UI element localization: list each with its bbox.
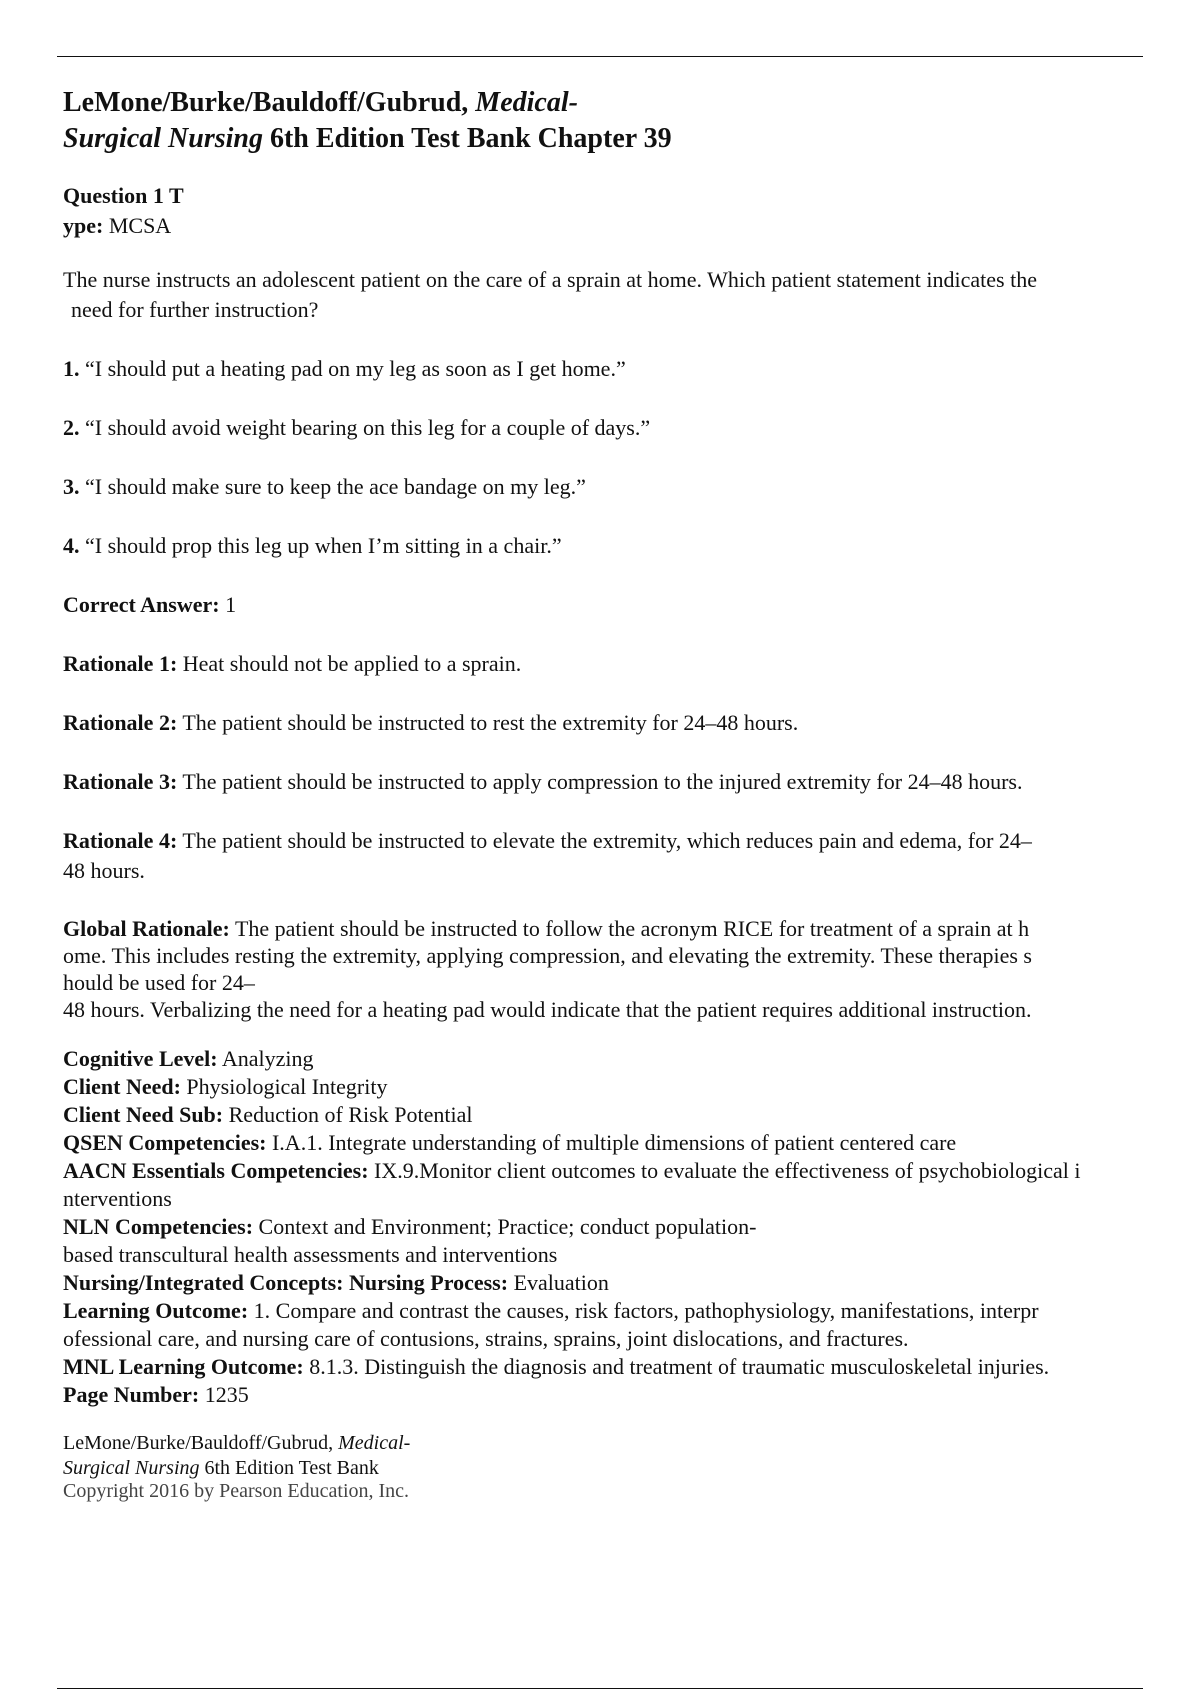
global-rationale: Global Rationale: The patient should be instructed to follow the acronym RICE for treatment of a sprain at h ome. This includes resting the extremity, applying compression, and elevating the extremity. These therapies s hould be used for 24– 48 hours. Verbalizing the need for a heating pad would indicate that the patient requires additional instruction. bbox=[63, 916, 1032, 1022]
rationale-3: Rationale 3: The patient should be instructed to apply compression to the injured extremity for 24–48 hours. bbox=[63, 769, 1023, 794]
answer-option-2: 2. “I should avoid weight bearing on this leg for a couple of days.” bbox=[63, 415, 651, 440]
answer-option-3: 3. “I should make sure to keep the ace bandage on my leg.” bbox=[63, 474, 586, 499]
rationale-4: Rationale 4: The patient should be instructed to elevate the extremity, which reduces pain and edema, for 24– 48 hours. bbox=[63, 828, 1032, 883]
meta-nln-cont: based transcultural health assessments and interventions bbox=[63, 1242, 558, 1267]
question-header: Question 1 T ype: MCSA bbox=[63, 183, 184, 238]
answer-option-4: 4. “I should prop this leg up when I’m sitting in a chair.” bbox=[63, 533, 562, 558]
answer-option-1: 1. “I should put a heating pad on my leg as soon as I get home.” bbox=[63, 356, 626, 381]
document-title: LeMone/Burke/Bauldoff/Gubrud, Medical- Surgical Nursing 6th Edition Test Bank Chapter 39 bbox=[63, 87, 672, 154]
document-page bbox=[63, 85, 1193, 1502]
meta-cognitive-level: Cognitive Level: Analyzing bbox=[63, 1046, 314, 1071]
question-metadata bbox=[63, 1045, 1193, 1409]
top-rule bbox=[57, 56, 1143, 57]
meta-aacn-cont: nterventions bbox=[63, 1186, 172, 1211]
question-stem: The nurse instructs an adolescent patient on the care of a sprain at home. Which patient statement indicates the need for further instruction? bbox=[63, 267, 1037, 322]
footer-copyright-cut: Copyright 2016 by Pearson Education, Inc. bbox=[63, 1480, 410, 1502]
rationale-1: Rationale 1: Heat should not be applied to a sprain. bbox=[63, 651, 522, 676]
meta-aacn: AACN Essentials Competencies: IX.9.Monitor client outcomes to evaluate the effectiveness of psychobiological i bbox=[63, 1158, 1081, 1183]
meta-page-number: Page Number: 1235 bbox=[63, 1382, 249, 1407]
bottom-rule bbox=[57, 1688, 1143, 1689]
page-footer: LeMone/Burke/Bauldoff/Gubrud, Medical- Surgical Nursing 6th Edition Test Bank Copyright 2016 by Pearson Education, Inc. bbox=[63, 1431, 483, 1487]
correct-answer: Correct Answer: 1 bbox=[63, 592, 237, 617]
meta-learning-outcome-cont: ofessional care, and nursing care of contusions, strains, sprains, joint dislocations, and fractures. bbox=[63, 1326, 909, 1351]
rationale-2: Rationale 2: The patient should be instructed to rest the extremity for 24–48 hours. bbox=[63, 710, 799, 735]
meta-mnl-learning-outcome: MNL Learning Outcome: 8.1.3. Distinguish the diagnosis and treatment of traumatic musculoskeletal injuries. bbox=[63, 1354, 1050, 1379]
meta-client-need-sub: Client Need Sub: Reduction of Risk Potential bbox=[63, 1102, 473, 1127]
meta-learning-outcome: Learning Outcome: 1. Compare and contrast the causes, risk factors, pathophysiology, manifestations, interpr bbox=[63, 1298, 1039, 1323]
meta-nursing-process: Nursing/Integrated Concepts: Nursing Process: Evaluation bbox=[63, 1270, 609, 1295]
meta-nln: NLN Competencies: Context and Environment; Practice; conduct population- bbox=[63, 1214, 757, 1239]
meta-client-need: Client Need: Physiological Integrity bbox=[63, 1074, 388, 1099]
meta-qsen: QSEN Competencies: I.A.1. Integrate understanding of multiple dimensions of patient centered care bbox=[63, 1130, 957, 1155]
